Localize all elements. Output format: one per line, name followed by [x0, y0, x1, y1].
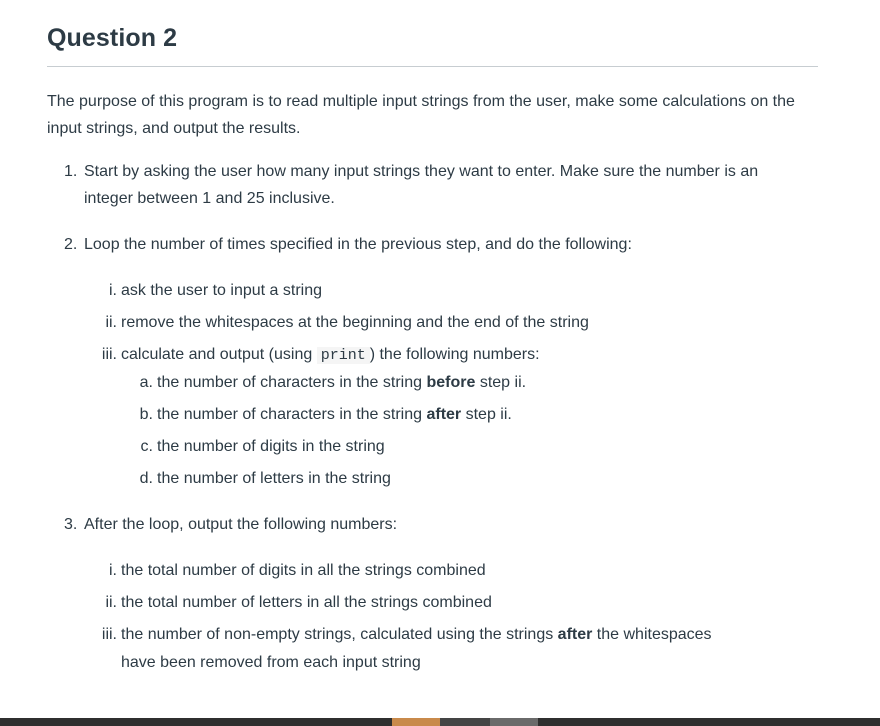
- substep-number: iii.: [101, 346, 117, 363]
- bottom-bar-segment: [538, 718, 880, 726]
- page-title: Question 2: [47, 24, 178, 52]
- bottom-bar-segment: [490, 718, 538, 726]
- step-text: Start by asking the user how many input strings they want to enter. Make sure the number is an integer between 1 and 25 inclusive.: [84, 163, 759, 207]
- item-letter: c.: [140, 438, 153, 455]
- substep-text: ask the user to input a string: [121, 282, 322, 299]
- bold-after: after: [426, 406, 462, 423]
- title-divider: [47, 66, 818, 67]
- step-text: After the loop, output the following numbers:: [84, 516, 398, 533]
- item-text-part: the number of characters in the string: [157, 406, 427, 423]
- item-text: the number of letters in the string: [157, 470, 391, 487]
- substep-number: i.: [109, 562, 117, 579]
- substep-text: [121, 621, 712, 648]
- substep-text: the total number of letters in all the strings combined: [121, 594, 492, 611]
- bold-after: after: [557, 626, 593, 643]
- item-text: [157, 401, 512, 428]
- item-letter: a.: [139, 374, 153, 391]
- step-text: Loop the number of times specified in the previous step, and do the following:: [84, 236, 632, 253]
- substep-text-part: the whitespaces: [592, 626, 712, 643]
- item-text: [157, 369, 526, 396]
- intro-paragraph: The purpose of this program is to read multiple input strings from the user, make some calculations on the input strings, and output the results.: [47, 93, 795, 137]
- item-text-part: the number of characters in the string: [157, 374, 427, 391]
- substep-number: iii.: [101, 626, 117, 643]
- substep-text: the total number of digits in all the strings combined: [121, 562, 486, 579]
- item-text-part: step ii.: [475, 374, 527, 391]
- bottom-bar-segment: [0, 718, 392, 726]
- substep-text: have been removed from each input string: [121, 654, 421, 671]
- substep-text-part: the number of non-empty strings, calculated using the strings: [121, 626, 558, 643]
- item-text: the number of digits in the string: [157, 438, 385, 455]
- substep-text: remove the whitespaces at the beginning and the end of the string: [121, 314, 589, 331]
- substep-text-part: calculate and output (using: [121, 346, 317, 363]
- substep-number: ii.: [105, 314, 117, 331]
- substep-number: i.: [109, 282, 117, 299]
- item-letter: b.: [139, 406, 153, 423]
- step-number: 2.: [64, 236, 78, 253]
- bottom-bar-segment: [440, 718, 490, 726]
- print-code: print: [317, 347, 370, 364]
- step-number: 3.: [64, 516, 78, 533]
- substep-number: ii.: [105, 594, 117, 611]
- bold-before: before: [426, 374, 476, 391]
- bottom-bar-accent: [392, 718, 440, 726]
- substep-text: [121, 341, 540, 369]
- item-letter: d.: [139, 470, 153, 487]
- item-text-part: step ii.: [461, 406, 512, 423]
- bottom-bar: [0, 718, 880, 726]
- substep-text-part: ) the following numbers:: [369, 346, 540, 363]
- step-number: 1.: [64, 163, 78, 180]
